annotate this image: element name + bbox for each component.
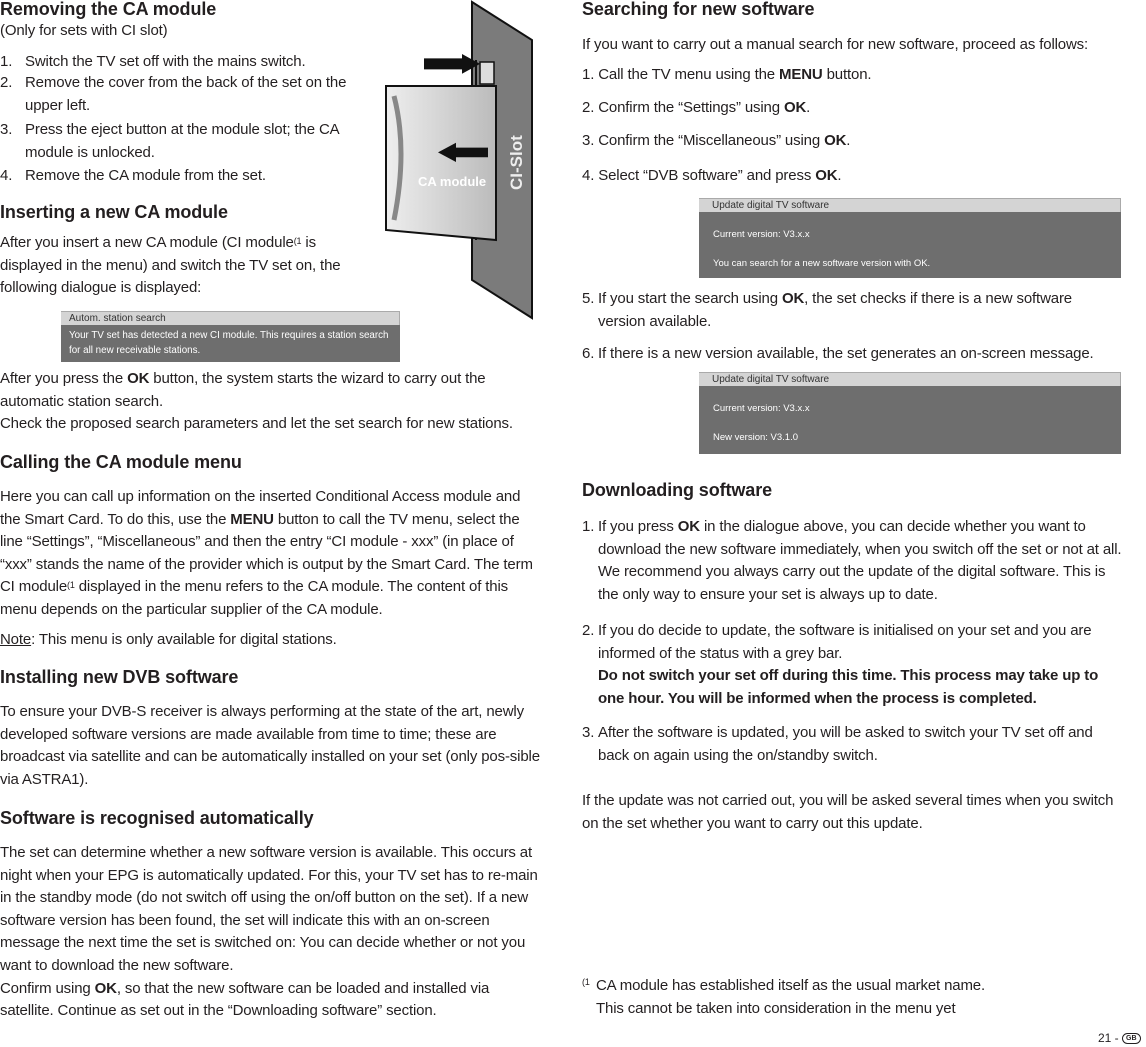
list-number: 2.: [0, 74, 13, 91]
ci-slot-label: CI-Slot: [507, 135, 526, 190]
list-text: Switch the TV set off with the mains switch.: [25, 53, 306, 70]
update-search-dialog: [699, 198, 1121, 278]
removing-subtitle: (Only for sets with CI slot): [0, 22, 168, 39]
search-step-4: 4. Select “DVB software” and press OK.: [582, 167, 842, 184]
search-step-3: 3. Confirm the “Miscellaneous” using OK.: [582, 132, 851, 149]
footnote-mark: (1: [582, 977, 590, 987]
searching-intro: If you want to carry out a manual search for new software, proceed as follows:: [582, 36, 1089, 53]
search-step-6: 6. If there is a new version available, the set generates an on-screen message.: [582, 345, 1094, 362]
country-badge: GB: [1122, 1033, 1141, 1044]
inserting-title: Inserting a new CA module: [0, 202, 228, 222]
search-step-5: 5. If you start the search using OK, the set checks if there is a new software version available.: [582, 290, 1072, 330]
list-item: [0, 51, 370, 74]
ca-module-label: CA module: [418, 174, 487, 189]
dialog-body: Current version: V3.x.x You can search for a new software version with OK.: [699, 212, 1121, 278]
station-search-dialog: [61, 311, 400, 362]
footnote: (1 CA module has established itself as the usual market name. This cannot be taken into consideration in the menu yet: [582, 975, 1122, 1020]
list-text: Remove the cover from the back of the set on the upper left.: [25, 74, 347, 114]
search-step-2: 2. Confirm the “Settings” using OK.: [582, 99, 811, 116]
downloading-title: Downloading software: [582, 480, 773, 500]
removing-title: Removing the CA module: [0, 0, 217, 19]
list-text: Remove the CA module from the set.: [25, 167, 266, 184]
dialog-body: Your TV set has detected a new CI module. This requires a station search for all new receivable stations.: [61, 325, 400, 362]
note-text: Note: This menu is only available for digital stations.: [0, 631, 337, 648]
installing-text: To ensure your DVB-S receiver is always performing at the state of the art, newly developed software versions are made available from time to time; these are broadcast via satellite and can be automatically installed on your set (only pos-sible via ASTRA1).: [0, 703, 540, 788]
download-step-2: 2. If you do decide to update, the software is initialised on your set and you are informed of the status with a grey bar. Do not switch your set off during this time. This process may take up to one hour. You will be informed when the process is completed.: [582, 622, 1099, 707]
download-step-3: 3. After the software is updated, you will be asked to switch your TV set off and back on again using the on/standby switch.: [582, 724, 1093, 764]
page-number: 21 - GB: [1098, 1031, 1141, 1045]
download-step-1: 1. If you press OK in the dialogue above, you can decide whether you want to download the new software immediately, when you switch off the set or not at all. We recommend you always carry out the update of the digital software. This is the only way to ensure your set is always up to date.: [582, 518, 1122, 603]
list-number: 4.: [0, 167, 13, 184]
list-text: Press the eject button at the module slot; the CA module is unlocked.: [25, 121, 339, 161]
downloading-outro: If the update was not carried out, you will be asked several times when you switch on the set whether you want to carry out this update.: [582, 792, 1114, 832]
searching-title: Searching for new software: [582, 0, 815, 19]
after-press-text: After you press the OK button, the system starts the wizard to carry out the automatic station search. Check the proposed search parameters and let the set search for new stations.: [0, 370, 513, 433]
list-number: 1.: [0, 53, 13, 70]
list-item: [0, 72, 370, 117]
calling-text: Here you can call up information on the inserted Conditional Access module and the Smart Card. To do this, use the MENU button to call the TV menu, select the line “Settings”, “Miscellaneous” and then the entry “CI module - xxx” (in place of “xxx” stands the name of the provider which is output by the Smart Card. The term CI module$^{(1}$ displayed in the menu refers to the CA module. The content of this menu depends on the particular supplier of the CA module.: [0, 488, 533, 618]
list-number: 3.: [0, 121, 13, 138]
dialog-body: Current version: V3.x.x New version: V3.1.0: [699, 386, 1121, 454]
dialog-header: Update digital TV software: [699, 198, 1121, 212]
update-found-dialog: [699, 372, 1121, 454]
search-step-1: 1. Call the TV menu using the MENU button.: [582, 66, 872, 83]
inserting-text: After you insert a new CA module (CI module$^{(1}$ is displayed in the menu) and switch the TV set on, the following dialogue is displayed:: [0, 234, 341, 297]
calling-title: Calling the CA module menu: [0, 452, 242, 472]
dialog-header: Update digital TV software: [699, 372, 1121, 386]
recognised-text: The set can determine whether a new software version is available. This occurs at night when your EPG is automatically updated. For this, your TV set has to re-main in the standby mode (do not switch off using the on/off button on the set). If a new software version has been found, the set will indicate this with an on-screen message the next time the set is switched on: You can decide whether or not you want to download the new software. Confirm using OK, so that the new software can be loaded and installed via satellite. Continue as set out in the “Downloading software” section.: [0, 844, 538, 1020]
installing-title: Installing new DVB software: [0, 667, 239, 687]
recognised-title: Software is recognised automatically: [0, 808, 314, 828]
ca-module-figure: [376, 0, 536, 320]
list-item: [0, 165, 370, 188]
dialog-header: Autom. station search: [61, 311, 400, 325]
list-item: [0, 119, 370, 164]
